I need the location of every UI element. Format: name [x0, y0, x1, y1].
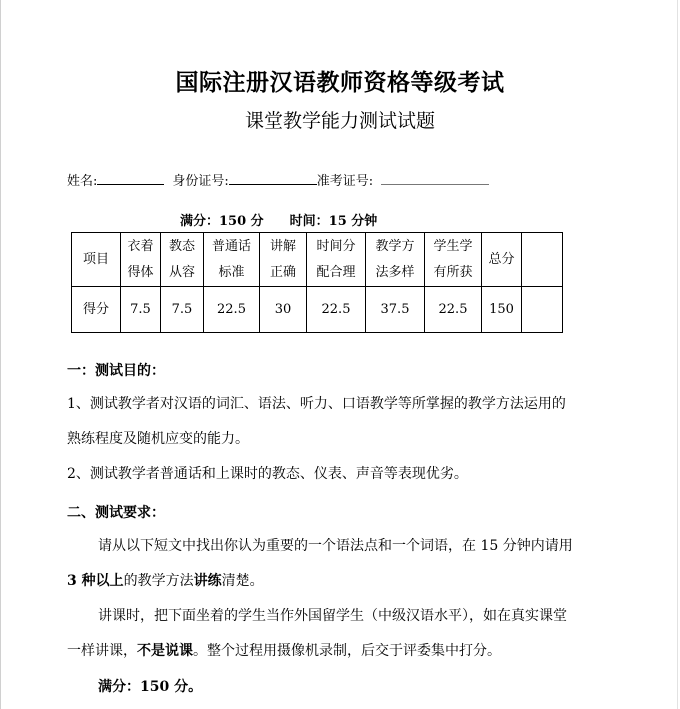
section1-item1: 1、测试教学者对汉语的词汇、语法、听力、口语教学等所掌握的教学方法运用的 熟练程度及随机应变的能力。 [67, 396, 566, 447]
value-student-gain: 22.5 [425, 287, 482, 333]
header-cell-time-allocation: 时间分 配合理 [307, 233, 366, 287]
exam-no-blank[interactable] [381, 171, 489, 185]
header-cell-teaching-methods: 教学方 法多样 [366, 233, 425, 287]
value-blank [522, 287, 563, 333]
section2-heading: 二、测试要求： [67, 505, 165, 521]
id-label: 身份证号: [172, 174, 229, 189]
score-table-header-row [72, 233, 563, 287]
score-table-values-row [72, 287, 563, 333]
exam-no-label: 准考证号: [316, 174, 374, 189]
value-attire: 7.5 [121, 287, 161, 333]
header-cell-total: 总分 [482, 233, 522, 287]
id-blank[interactable] [229, 171, 317, 185]
row-label-score: 得分 [72, 287, 121, 333]
score-time-line [180, 210, 377, 229]
section1-item2: 2、测试教学者普通话和上课时的教态、仪表、声音等表现优劣。 [67, 466, 468, 482]
header-cell-blank [522, 233, 563, 287]
value-explanation: 30 [260, 287, 307, 333]
section2-full-score: 满分：150 分。 [98, 679, 203, 695]
full-score-label: 满分：150 分 [180, 214, 264, 229]
section2-paragraph1: 请从以下短文中找出你认为重要的一个语法点和一个词语，在 15 分钟内请用 3 种以上的教学方法讲练清楚。 [67, 538, 573, 589]
value-time-allocation: 22.5 [307, 287, 366, 333]
header-cell-mandarin: 普通话 标准 [204, 233, 260, 287]
section1-heading: 一：测试目的： [67, 363, 165, 379]
header-cell-explanation: 讲解 正确 [260, 233, 307, 287]
name-label: 姓名: [67, 174, 98, 189]
header-cell-item: 项目 [72, 233, 121, 287]
name-blank[interactable] [97, 171, 164, 185]
document-subtitle: 课堂教学能力测试试题 [244, 110, 435, 132]
score-table [71, 232, 563, 333]
time-label: 时间：15 分钟 [289, 214, 378, 229]
section2-paragraph2: 讲课时，把下面坐着的学生当作外国留学生（中级汉语水平），如在真实课堂 一样讲课，不是说课。整个过程用摄像机录制，后交于评委集中打分。 [67, 608, 567, 659]
value-teaching-methods: 37.5 [366, 287, 425, 333]
value-manner: 7.5 [161, 287, 204, 333]
document-title: 国际注册汉语教师资格等级考试 [175, 70, 505, 96]
header-cell-attire: 衣着 得体 [121, 233, 161, 287]
value-mandarin: 22.5 [204, 287, 260, 333]
header-cell-manner: 教态 从容 [161, 233, 204, 287]
value-total: 150 [482, 287, 522, 333]
header-cell-student-gain: 学生学 有所获 [425, 233, 482, 287]
candidate-info-line [67, 170, 489, 189]
